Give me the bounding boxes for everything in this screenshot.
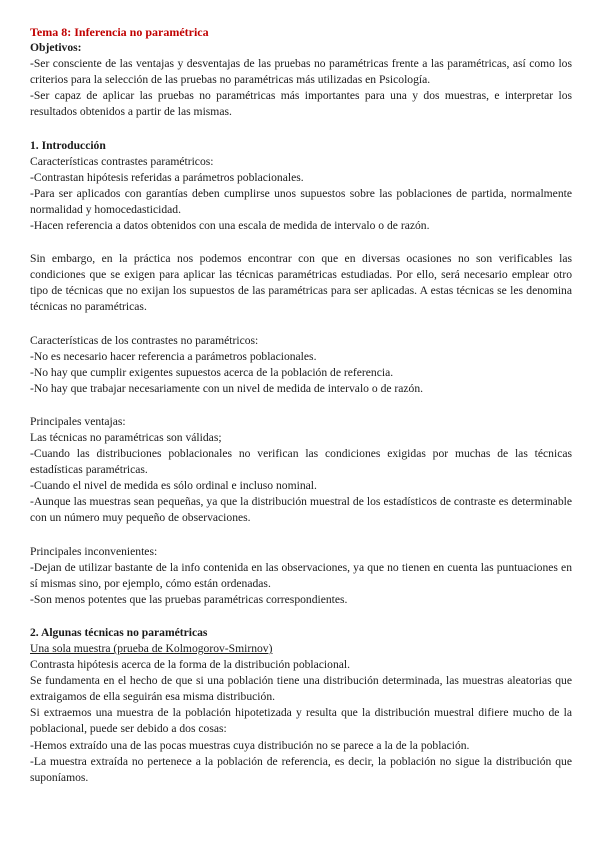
tecnicas-line: Se fundamenta en el hecho de que si una población tiene una distribución determinada, las muestras aleatorias que extraigamos de ella seguirán esa misma distribución. [30, 674, 572, 704]
inconvenientes-label: Principales inconvenientes: [30, 544, 158, 558]
noparam-item: -No es necesario hacer referencia a parámetros poblacionales. [30, 349, 317, 363]
ventajas-label: Principales ventajas: [30, 414, 126, 428]
tecnicas-line: Contrasta hipótesis acerca de la forma de la distribución poblacional. [30, 658, 351, 672]
tecnicas-line: -Hemos extraído una de las pocas muestras cuya distribución no se parece a la de la población. [30, 738, 470, 752]
inconvenientes-item: -Son menos potentes que las pruebas paramétricas correspondientes. [30, 592, 348, 606]
document-page [30, 24, 572, 786]
ventajas-item: -Cuando el nivel de medida es sólo ordinal e incluso nominal. [30, 479, 317, 493]
section-2-heading: 2. Algunas técnicas no paramétricas [30, 625, 208, 639]
noparam-item: -No hay que trabajar necesariamente con un nivel de medida de intervalo o de razón. [30, 381, 424, 395]
param-item: -Para ser aplicados con garantías deben cumplirse unos supuestos sobre las poblaciones de partida, normalmente normalidad y homocedasticidad. [30, 186, 572, 216]
objetivos-heading: Objetivos: [30, 41, 82, 55]
document-title: Tema 8: Inferencia no paramétrica [30, 25, 209, 39]
param-item: -Contrastan hipótesis referidas a parámetros poblacionales. [30, 170, 304, 184]
param-label: Características contrastes paramétricos: [30, 154, 214, 168]
objetivo-item: -Ser capaz de aplicar las pruebas no paramétricas más importantes para una y dos muestras, e interpretar los resultados obtenidos a partir de las mismas. [30, 89, 572, 119]
tecnicas-line: Si extraemos una muestra de la población hipotetizada y resulta que la distribución muestral difiere mucho de la poblacional, puede ser debido a dos cosas: [30, 706, 572, 736]
objetivo-item: -Ser consciente de las ventajas y desventajas de las pruebas no paramétricas frente a las paramétricas, así como los criterios para la selección de las pruebas no paramétricas más utilizadas en Psicología. [30, 57, 572, 87]
section-1-heading: 1. Introducción [30, 138, 106, 152]
param-item: -Hacen referencia a datos obtenidos con una escala de medida de intervalo o de razón. [30, 219, 430, 233]
ventajas-item: -Cuando las distribuciones poblacionales no verifican las condiciones exigidas por muchas de las técnicas estadísticas paramétricas. [30, 447, 572, 477]
noparam-item: -No hay que cumplir exigentes supuestos acerca de la población de referencia. [30, 365, 394, 379]
noparam-label: Características de los contrastes no paramétricos: [30, 333, 259, 347]
intro-paragraph: Sin embargo, en la práctica nos podemos encontrar con que en diversas ocasiones no son verificables las condiciones que se exigen para aplicar las técnicas paramétricas estudiadas. Por ello, será necesario emplear otro tipo de técnicas que no exijan los supuestos de las paramétricas para ser aplicadas. A estas técnicas se les denomina técnicas no paramétricas. [30, 252, 572, 314]
ventajas-item: -Aunque las muestras sean pequeñas, ya que la distribución muestral de los estadísticos de contraste es determinable con un número muy pequeño de observaciones. [30, 495, 572, 525]
section-2-subheading: Una sola muestra (prueba de Kolmogorov-Smirnov) [30, 642, 273, 655]
inconvenientes-item: -Dejan de utilizar bastante de la info contenida en las observaciones, ya que no tienen en cuenta las puntuaciones en sí mismas sino, por ejemplo, cómo están ordenadas. [30, 560, 572, 590]
ventajas-intro: Las técnicas no paramétricas son válidas; [30, 430, 222, 444]
tecnicas-line: -La muestra extraída no pertenece a la población de referencia, es decir, la población no sigue la distribución que suponíamos. [30, 754, 572, 784]
